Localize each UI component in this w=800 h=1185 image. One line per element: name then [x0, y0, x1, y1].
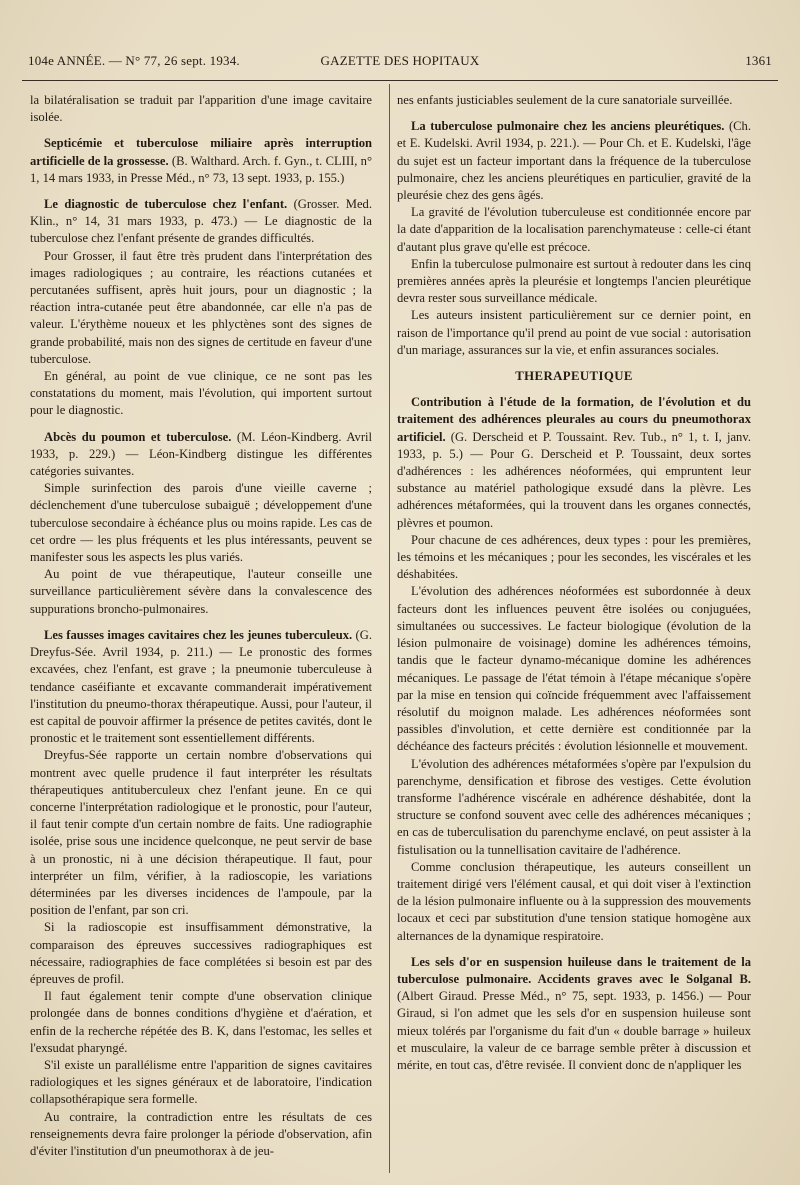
article [397, 954, 751, 1074]
article-reference: (M. Léon-Kindberg. Avril 1933, p. 229.) — Léon-Kindberg distingue les différentes catégories suivantes. [30, 429, 373, 479]
paragraph: La gravité de l'évolution tuberculeuse est conditionnée encore par la date d'apparition de la localisation parenchymateuse : celle-ci étant d'autant plus grave qu'elle est précoce. [397, 205, 751, 254]
article [30, 92, 372, 126]
article-title: Le diagnostic de tuberculose chez l'enfant. [44, 197, 288, 212]
article-reference: (G. Dreyfus-Sée. Avril 1934, p. 211.) — Le pronostic des formes excavées, chez l'enfant, est grave ; la pneumonie tuberculeuse à tendance caséifiante et excavante commanderait impérativement l'institution du pneumo-thorax thérapeutique. Aussi, pour l'auteur, il est capital de pouvoir affirmer la présence de petites cavités, dont le pronostic et le traitement sont essentiellement différents. [30, 627, 372, 746]
running-header [28, 53, 772, 73]
article [397, 394, 751, 945]
article [30, 429, 372, 618]
article-lead [30, 196, 372, 248]
article-lead [397, 954, 751, 1074]
paragraph: Les auteurs insistent particulièrement sur ce dernier point, en raison de l'importance qu'il prend au point de vue social : autorisation d'un mariage, assurances sur la vie, et enfin assurances sociales. [397, 308, 751, 357]
paragraph: Pour chacune de ces adhérences, deux types : pour les premières, les témoins et les mécaniques ; pour les secondes, les viscérales et les déshabitées. [397, 532, 751, 582]
paragraph: Au point de vue thérapeutique, l'auteur conseille une surveillance particulièrement sévère dans la convalescence des suppurations broncho-pulmonaires. [30, 567, 372, 616]
left-column [30, 92, 372, 1160]
article-lead [30, 627, 372, 747]
article-lead [397, 394, 751, 532]
paragraph: Si la radioscopie est insuffisamment démonstrative, la comparaison des épreuves successives radiographiques est nécessaire, radiographies de face complétées si besoin est par des épreuves de profil. [30, 920, 372, 986]
paragraph: En général, au point de vue clinique, ce ne sont pas les constatations du moment, mais l'évolution, qui importent surtout pour le diagnostic. [30, 369, 372, 418]
issue-info: 104e ANNÉE. — N° 77, 26 sept. 1934. [28, 53, 240, 68]
article-title: Abcès du poumon et tuberculose. [44, 429, 232, 444]
article-reference: (B. Walthard. Arch. f. Gyn., t. CLIII, n° 1, 14 mars 1933, in Presse Méd., n° 73, 13 sept. 1933, p. 155.) [30, 153, 373, 185]
article-reference: (Ch. et E. Kudelski. Avril 1934, p. 221.). — Pour Ch. et E. Kudelski, l'âge du sujet est un facteur important dans la fréquence de la tuberculose pulmonaire, chez les anciens pleurétiques en particulier, gravité de la pleurésie chez des gens âgés. [397, 119, 752, 203]
paragraph: S'il existe un parallélisme entre l'apparition de signes cavitaires radiologiques et les signes généraux et de laboratoire, l'indication collapsothérapique sera formelle. [30, 1057, 372, 1107]
article-title: Les fausses images cavitaires chez les jeunes tuberculeux. [44, 627, 353, 642]
column-divider [389, 84, 390, 1173]
article-title: Contribution à l'étude de la formation, de l'évolution et du traitement des adhérences pleurales au cours du pneumothorax artificiel. [397, 395, 751, 444]
paragraph: Enfin la tuberculose pulmonaire est surtout à redouter dans les cinq premières années après la pleurésie et longtemps l'ancien pleurétique devra rester sous surveillance médicale. [397, 256, 751, 306]
article [397, 118, 751, 359]
article-lead [30, 135, 372, 187]
article-reference: (G. Derscheid et P. Toussaint. Rev. Tub., n° 1, t. I, janv. 1933, p. 5.) — Pour G. Derscheid et P. Toussaint, deux sortes d'adhérences : les adhérences néoformées, qui empruntent leur substance au matériel pathologique exsudé dans la plèvre. Les adhérences métaformées, qui la trouvent dans les organes connectés, plèvres et poumon. [397, 429, 751, 530]
page-number: 1361 [745, 53, 772, 68]
article [30, 627, 372, 1160]
article-title: Les sels d'or en suspension huileuse dans le traitement de la tuberculose pulmonaire. Accidents graves avec le Solganal B. [397, 954, 751, 986]
paragraph: Il faut également tenir compte d'une observation clinique prolongée dans de bonnes conditions d'hygiène et d'aération, et enfin de la recherche répétée des B. K, dans l'estomac, les selles et l'exsudat pharyngé. [30, 989, 372, 1055]
article-title: Septicémie et tuberculose miliaire après interruption artificielle de la grossesse. [30, 136, 372, 168]
paragraph: la bilatéralisation se traduit par l'apparition d'une image cavitaire isolée. [30, 93, 372, 125]
paragraph: Au contraire, la contradiction entre les résultats de ces renseignements devra faire prolonger la période d'observation, afin d'éviter l'institution d'un pneumothorax à de jeu- [30, 1109, 372, 1158]
paragraph: L'évolution des adhérences métaformées s'opère par l'expulsion du parenchyme, densification et fibrose des vestiges. Cette évolution transforme l'adhérence viscérale en adhérence déshabitée, dont la structure se confond souvent avec celle des adhérences mécaniques ; en cas de tuberculisation du parenchyme enclavé, on peut assister à la fistulisation ou la tunnellisation cavitaire de l'adhérence. [397, 756, 751, 857]
paragraph: L'évolution des adhérences néoformées est subordonnée à deux facteurs dont les influences peuvent être isolées ou conjuguées, simultanées ou successives. Le facteur biologique (évolution de la lésion pulmonaire de voisinage) domine les adhérences témoins, tandis que le facteur dynamo-mécanique domine les adhérences mécaniques. Le passage de l'état témoin à l'étape mécanique s'opère par la mise en tension qui coïncide fréquemment avec l'affaissement résolutif du moignon malade. Les adhérences néoformées sont passibles d'involution, et cette dernière est conditionnée par la déchéance des facteurs précités : évolution lésionnelle et mouvement. [397, 584, 751, 754]
article [30, 196, 372, 420]
paragraph: Pour Grosser, il faut être très prudent dans l'interprétation des images radiologiques ; au contraire, les réactions cutanées et percutanées suffisent, après huit jours, pour un diagnostic ; la réaction intra-cutanée peut être abandonnée, car elle n'a pas de valeur. L'érythème noueux et les phlyctènes sont des signes de grande probabilité, mais non des signes de certitude en faveur d'une tuberculose. [30, 248, 372, 366]
journal-title: GAZETTE DES HOPITAUX [320, 53, 480, 68]
article [397, 92, 751, 109]
right-column [397, 92, 751, 1074]
section-heading: THERAPEUTIQUE [515, 369, 633, 384]
header-rule [22, 80, 778, 81]
paragraph: Dreyfus-Sée rapporte un certain nombre d'observations qui montrent avec quelle prudence il faut interpréter les résultats thérapeutiques antituberculeux chez l'enfant jeune. En ce qui concerne l'interprétation radiologique et le pronostic, pour l'auteur, il faut tenir compte d'un certain nombre de faits. Une radiographie isolée, prise sous une incidence quelconque, ne peut servir de base à un pronostic, ni à une décision thérapeutique. Il faut, pour interpréter un film, vérifier, à la radioscopie, les variations déterminées par les diverses incidences de l'ampoule, par la position de l'enfant, par son cri. [30, 748, 372, 918]
paragraph: Simple surinfection des parois d'une vieille caverne ; déclenchement d'une tuberculose subaiguë ; développement d'une tuberculose secondaire à échéance plus ou moins rapide. Les cas de cet ordre — les plus fréquents et les plus intéressants, peuvent se manifester sous les aspects les plus variés. [30, 481, 372, 565]
article-reference: (Albert Giraud. Presse Méd., n° 75, sept. 1933, p. 1456.) — Pour Giraud, si l'on admet que les sels d'or en suspension huileuse sont mieux tolérés par l'organisme du fait d'un « double barrage » huileux et musculaire, la valeur de ce barrage semble prêter à discussion et mérite, en tout cas, d'être revisée. Il convient donc de n'appliquer les [397, 989, 751, 1072]
paragraph: nes enfants justiciables seulement de la cure sanatoriale surveillée. [397, 93, 733, 107]
article-lead [397, 118, 751, 204]
article [30, 135, 372, 187]
article-reference: (Grosser. Med. Klin., n° 14, 31 mars 1933, p. 473.) — Le diagnostic de la tuberculose chez l'enfant présente de grandes difficultés. [30, 197, 372, 246]
paragraph: Comme conclusion thérapeutique, les auteurs conseillent un traitement dirigé vers l'élément causal, et qui doit viser à l'extinction de la lésion pulmonaire influente ou à la suppression des mouvements locaux et ceci par substitution d'une tension statique homogène aux alternances de la dynamique respiratoire. [397, 859, 751, 943]
article-title: La tuberculose pulmonaire chez les anciens pleurétiques. [411, 119, 725, 134]
article-lead [30, 429, 372, 481]
